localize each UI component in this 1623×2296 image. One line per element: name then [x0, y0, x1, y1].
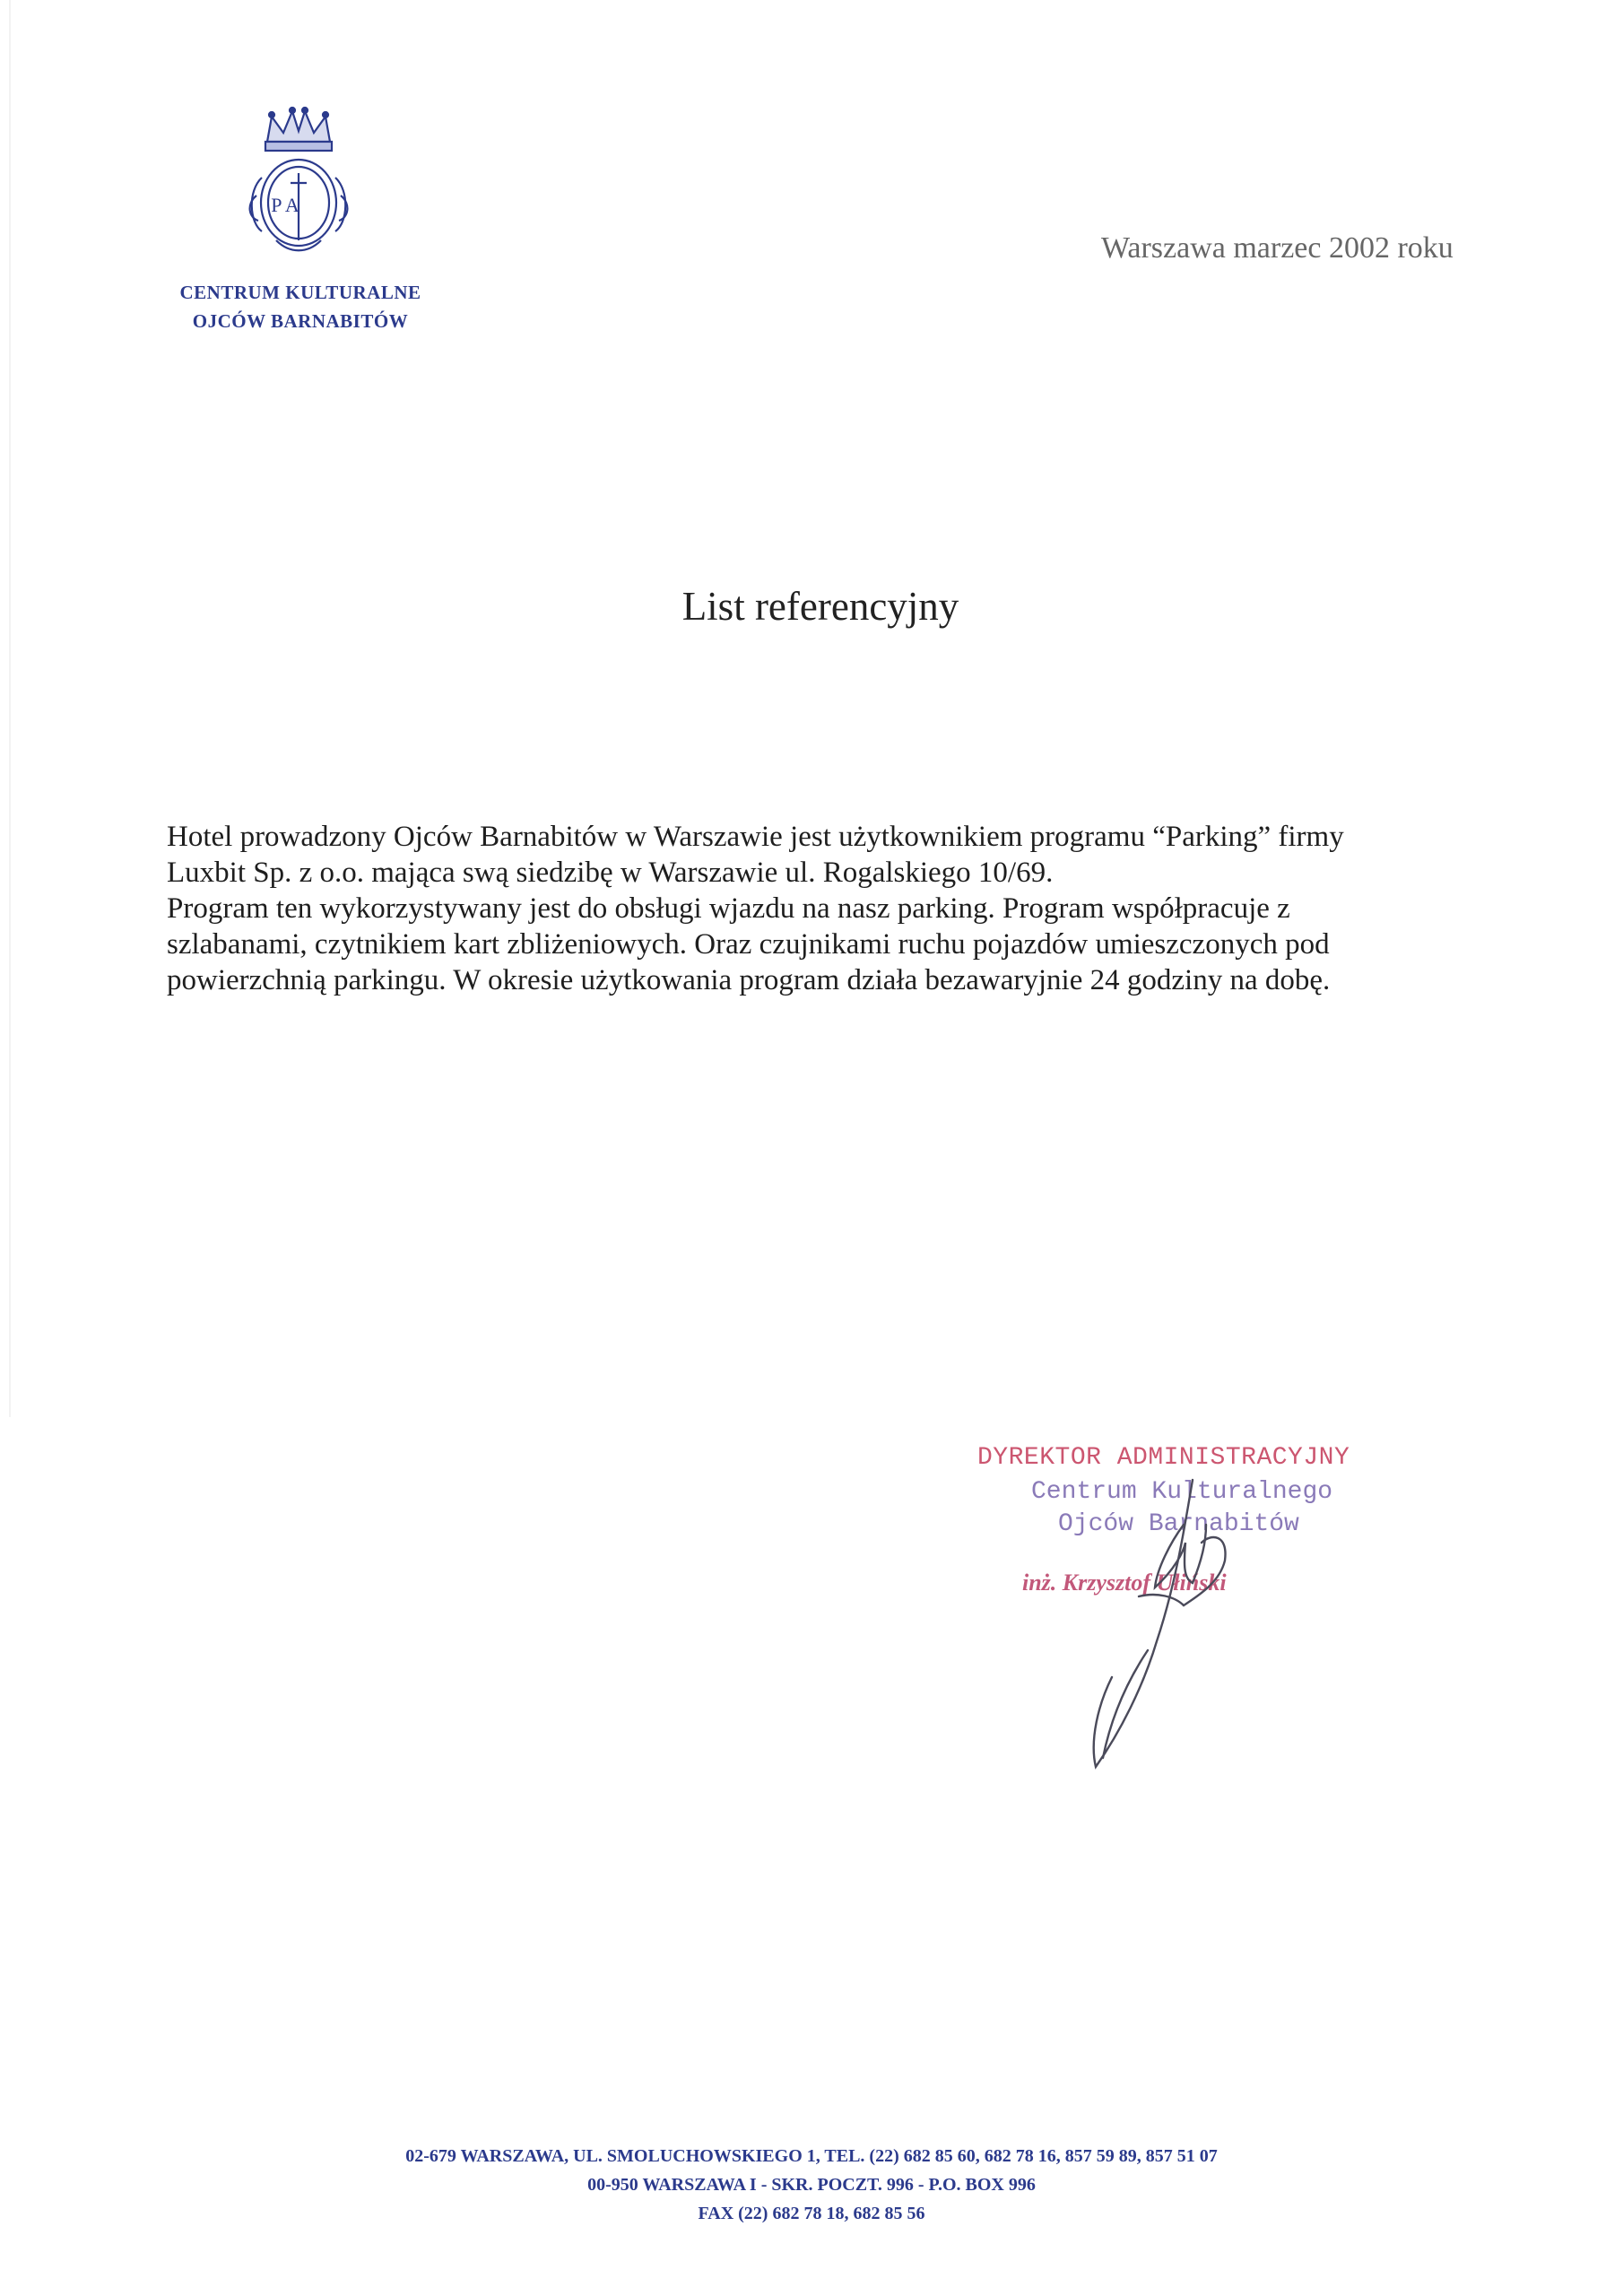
body-line: powierzchnią parkingu. W okresie użytkowania program działa bezawaryjnie 24 godziny na dobę. [167, 964, 1331, 996]
org-name-line1: CENTRUM KULTURALNE [179, 282, 421, 303]
body-line: szlabanami, czytnikiem kart zbliżeniowych. Oraz czujnikami ruchu pojazdów umieszczonych pod [167, 928, 1330, 961]
stamp-signatory: inż. Krzysztof Ułiński [1022, 1570, 1227, 1596]
footer-postbox: 00-950 WARSZAWA I - SKR. POCZT. 996 - P.O. BOX 996 [587, 2175, 1036, 2195]
handwritten-signature-icon [1049, 1462, 1282, 1776]
body-line: Luxbit Sp. z o.o. mająca swą siedzibę w Warszawie ul. Rogalskiego 10/69. [167, 857, 1054, 889]
letter-date: Warszawa marzec 2002 roku [1101, 231, 1454, 265]
crown-monogram-crest-icon [240, 106, 357, 263]
scan-edge [9, 0, 11, 1417]
footer-address: 02-679 WARSZAWA, UL. SMOLUCHOWSKIEGO 1, TEL. (22) 682 85 60, 682 78 16, 857 59 89, 857 51 07 [405, 2146, 1218, 2166]
stamp-institution: Centrum Kulturalnego [1031, 1478, 1333, 1506]
footer-fax: FAX (22) 682 78 18, 682 85 56 [698, 2204, 925, 2223]
stamp-institution-2: Ojców Barnabitów [1058, 1510, 1299, 1538]
letter-body [167, 819, 1485, 998]
body-line: Hotel prowadzony Ojców Barnabitów w Warszawie jest użytkownikiem programu “Parking” firmy [167, 821, 1344, 853]
svg-text:P A: P A [271, 194, 299, 216]
body-line: Program ten wykorzystywany jest do obsługi wjazdu na nasz parking. Program współpracuje z [167, 892, 1290, 925]
letter-title: List referencyjny [681, 584, 959, 629]
organization-name [135, 278, 466, 335]
org-name-line2: OJCÓW BARNABITÓW [192, 310, 409, 332]
stamp-title: DYREKTOR ADMINISTRACYJNY [977, 1444, 1350, 1472]
letter-footer [0, 2142, 1623, 2228]
